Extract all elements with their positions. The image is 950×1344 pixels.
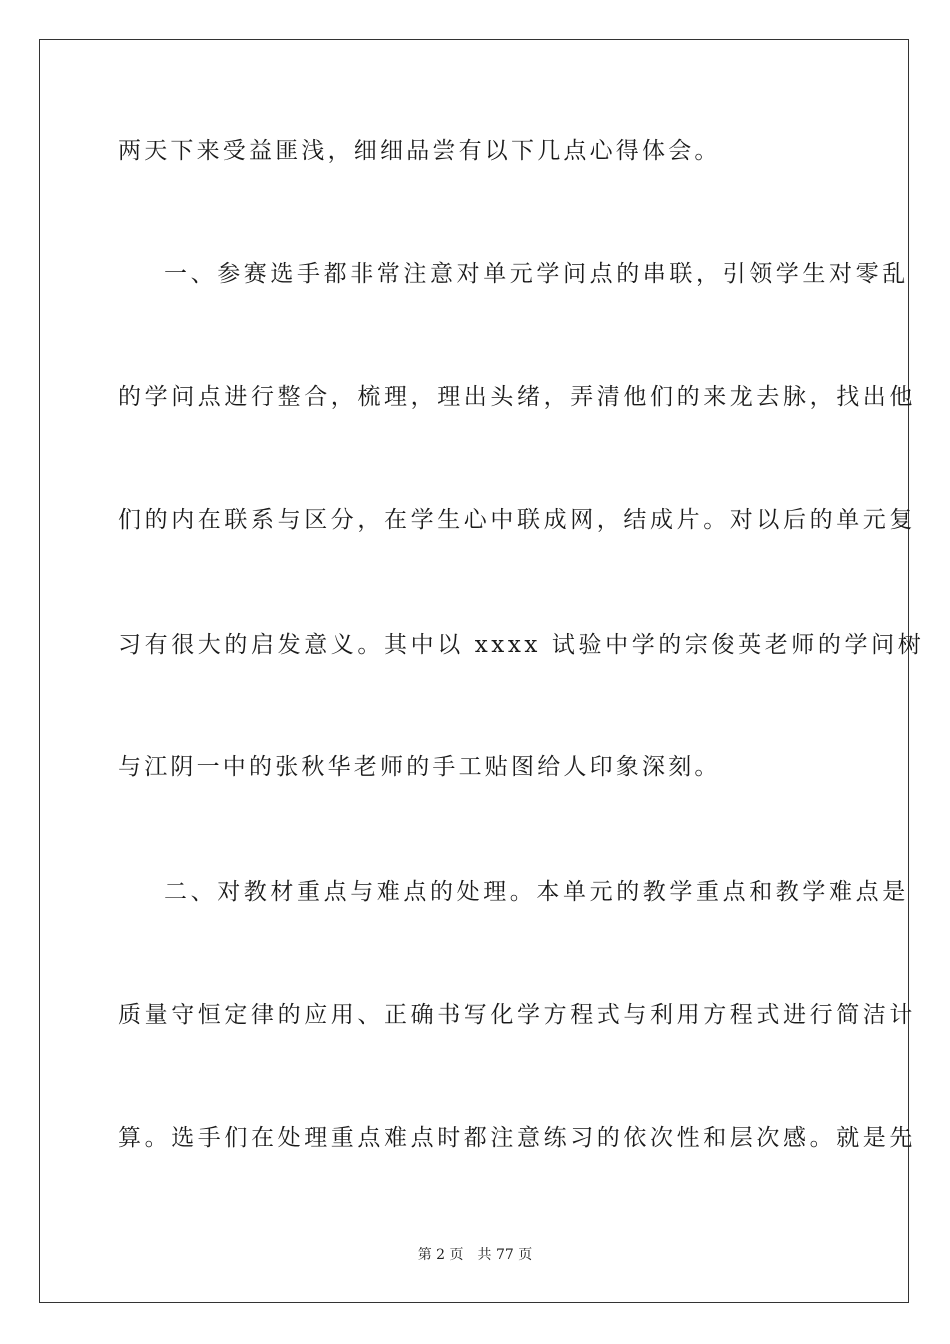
text-line: 两天下来受益匪浅，细细品尝有以下几点心得体会。 bbox=[118, 138, 721, 164]
text-line: 与江阴一中的张秋华老师的手工贴图给人印象深刻。 bbox=[118, 754, 721, 780]
page-border bbox=[39, 39, 925, 1303]
page-number: 第 2 页 bbox=[417, 1247, 464, 1263]
text-line: 算。选手们在处理重点难点时都注意练习的依次性和层次感。就是先 bbox=[118, 1125, 916, 1151]
text-line: 质量守恒定律的应用、正确书写化学方程式与利用方程式进行简洁计 bbox=[118, 1002, 916, 1028]
text-line: 习有很大的启发意义。其中以 xxxx 试验中学的宗俊英老师的学问树 bbox=[118, 632, 925, 658]
text-line: 们的内在联系与区分，在学生心中联成网，结成片。对以后的单元复 bbox=[118, 507, 916, 533]
page-footer bbox=[0, 1246, 950, 1264]
page-total: 共 77 页 bbox=[477, 1247, 533, 1263]
text-line: 一、参赛选手都非常注意对单元学问点的串联，引领学生对零乱 bbox=[164, 261, 909, 287]
text-line: 的学问点进行整合，梳理，理出头绪，弄清他们的来龙去脉，找出他 bbox=[118, 384, 916, 410]
text-line: 二、对教材重点与难点的处理。本单元的教学重点和教学难点是 bbox=[164, 879, 909, 905]
